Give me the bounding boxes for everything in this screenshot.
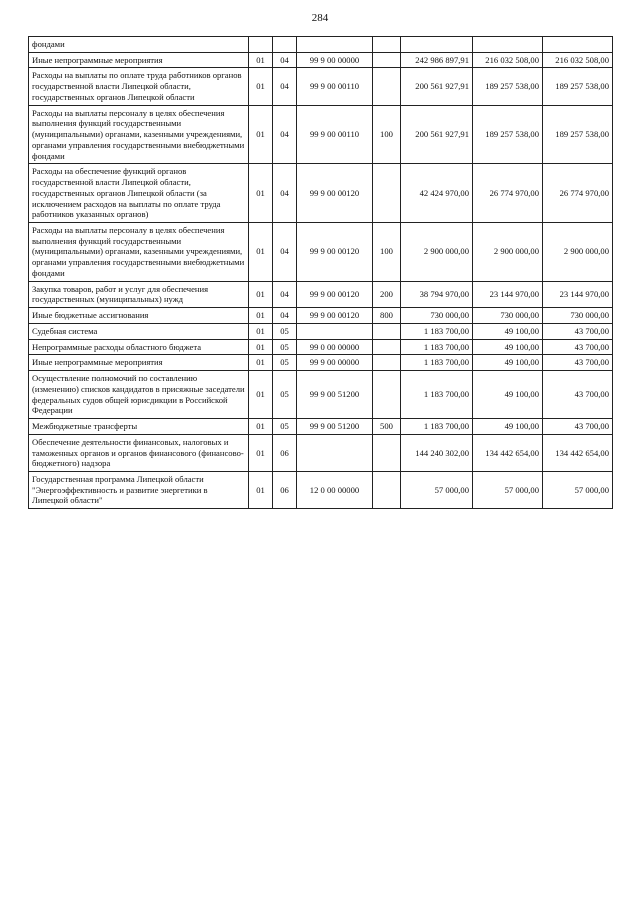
table-row bbox=[29, 323, 613, 339]
amount-year2-cell: 49 100,00 bbox=[473, 339, 543, 355]
amount-year1-cell: 1 183 700,00 bbox=[401, 371, 473, 419]
table-row bbox=[29, 164, 613, 223]
expense-type-cell bbox=[373, 339, 401, 355]
section-code-cell: 01 bbox=[249, 434, 273, 471]
section-code-cell: 01 bbox=[249, 52, 273, 68]
target-article-cell: 99 9 00 00000 bbox=[297, 52, 373, 68]
amount-year1-cell: 1 183 700,00 bbox=[401, 419, 473, 435]
amount-year3-cell: 43 700,00 bbox=[543, 419, 613, 435]
amount-year2-cell: 57 000,00 bbox=[473, 471, 543, 508]
subsection-code-cell: 05 bbox=[273, 419, 297, 435]
amount-year3-cell: 216 032 508,00 bbox=[543, 52, 613, 68]
amount-year3-cell: 43 700,00 bbox=[543, 339, 613, 355]
target-article-cell: 99 9 00 00120 bbox=[297, 281, 373, 307]
target-article-cell: 99 9 00 00000 bbox=[297, 355, 373, 371]
table-row bbox=[29, 355, 613, 371]
amount-year3-cell: 189 257 538,00 bbox=[543, 68, 613, 105]
subsection-code-cell: 05 bbox=[273, 355, 297, 371]
amount-year1-cell: 200 561 927,91 bbox=[401, 68, 473, 105]
amount-year2-cell: 2 900 000,00 bbox=[473, 223, 543, 282]
amount-year1-cell: 200 561 927,91 bbox=[401, 105, 473, 164]
amount-year1-cell: 730 000,00 bbox=[401, 308, 473, 324]
table-row bbox=[29, 308, 613, 324]
table-row bbox=[29, 37, 613, 53]
budget-table-body bbox=[29, 37, 613, 509]
amount-year3-cell: 189 257 538,00 bbox=[543, 105, 613, 164]
amount-year2-cell: 49 100,00 bbox=[473, 323, 543, 339]
table-row bbox=[29, 371, 613, 419]
table-row bbox=[29, 434, 613, 471]
section-code-cell: 01 bbox=[249, 105, 273, 164]
target-article-cell: 99 9 00 00110 bbox=[297, 105, 373, 164]
subsection-code-cell: 05 bbox=[273, 323, 297, 339]
section-code-cell: 01 bbox=[249, 281, 273, 307]
table-row bbox=[29, 223, 613, 282]
section-code-cell: 01 bbox=[249, 339, 273, 355]
amount-year3-cell: 730 000,00 bbox=[543, 308, 613, 324]
subsection-code-cell: 04 bbox=[273, 223, 297, 282]
amount-year2-cell: 49 100,00 bbox=[473, 419, 543, 435]
amount-year1-cell: 2 900 000,00 bbox=[401, 223, 473, 282]
amount-year3-cell bbox=[543, 37, 613, 53]
section-code-cell: 01 bbox=[249, 308, 273, 324]
target-article-cell: 99 9 00 51200 bbox=[297, 419, 373, 435]
table-row bbox=[29, 339, 613, 355]
row-name-cell: Обеспечение деятельности финансовых, налоговых и таможенных органов и органов финансового (финансово-бюджетного) надзора bbox=[29, 434, 249, 471]
amount-year1-cell: 42 424 970,00 bbox=[401, 164, 473, 223]
page-number: 284 bbox=[311, 12, 329, 24]
amount-year3-cell: 43 700,00 bbox=[543, 371, 613, 419]
amount-year3-cell: 43 700,00 bbox=[543, 355, 613, 371]
expense-type-cell bbox=[373, 52, 401, 68]
target-article-cell bbox=[297, 37, 373, 53]
row-name-cell: Осуществление полномочий по составлению (изменению) списков кандидатов в присяжные заседатели федеральных судов общей юрисдикции в Российской Федерации bbox=[29, 371, 249, 419]
subsection-code-cell: 04 bbox=[273, 164, 297, 223]
expense-type-cell bbox=[373, 355, 401, 371]
target-article-cell bbox=[297, 434, 373, 471]
section-code-cell: 01 bbox=[249, 419, 273, 435]
budget-table-wrapper bbox=[28, 36, 612, 509]
expense-type-cell: 100 bbox=[373, 223, 401, 282]
row-name-cell: Иные непрограммные мероприятия bbox=[29, 355, 249, 371]
target-article-cell bbox=[297, 323, 373, 339]
amount-year3-cell: 134 442 654,00 bbox=[543, 434, 613, 471]
target-article-cell: 99 9 00 00120 bbox=[297, 223, 373, 282]
amount-year3-cell: 2 900 000,00 bbox=[543, 223, 613, 282]
subsection-code-cell: 06 bbox=[273, 434, 297, 471]
subsection-code-cell: 04 bbox=[273, 68, 297, 105]
target-article-cell: 99 9 00 00120 bbox=[297, 308, 373, 324]
row-name-cell: Государственная программа Липецкой области "Энергоэффективность и развитие энергетики в Липецкой области" bbox=[29, 471, 249, 508]
expense-type-cell: 800 bbox=[373, 308, 401, 324]
expense-type-cell bbox=[373, 471, 401, 508]
section-code-cell: 01 bbox=[249, 68, 273, 105]
subsection-code-cell: 05 bbox=[273, 339, 297, 355]
amount-year1-cell: 1 183 700,00 bbox=[401, 355, 473, 371]
amount-year3-cell: 23 144 970,00 bbox=[543, 281, 613, 307]
expense-type-cell bbox=[373, 371, 401, 419]
amount-year2-cell: 216 032 508,00 bbox=[473, 52, 543, 68]
amount-year2-cell: 49 100,00 bbox=[473, 371, 543, 419]
row-name-cell: Иные непрограммные мероприятия bbox=[29, 52, 249, 68]
subsection-code-cell: 04 bbox=[273, 308, 297, 324]
target-article-cell: 99 9 00 51200 bbox=[297, 371, 373, 419]
row-name-cell: Расходы на обеспечение функций органов государственной власти Липецкой области, государственных органов Липецкой области (за исключением расходов на выплаты по оплате труда работников указанных органов) bbox=[29, 164, 249, 223]
target-article-cell: 99 0 00 00000 bbox=[297, 339, 373, 355]
table-row bbox=[29, 281, 613, 307]
amount-year1-cell: 144 240 302,00 bbox=[401, 434, 473, 471]
amount-year1-cell: 242 986 897,91 bbox=[401, 52, 473, 68]
section-code-cell: 01 bbox=[249, 164, 273, 223]
table-row bbox=[29, 68, 613, 105]
amount-year1-cell: 57 000,00 bbox=[401, 471, 473, 508]
section-code-cell: 01 bbox=[249, 323, 273, 339]
section-code-cell: 01 bbox=[249, 355, 273, 371]
expense-type-cell bbox=[373, 434, 401, 471]
amount-year1-cell: 1 183 700,00 bbox=[401, 323, 473, 339]
expense-type-cell: 500 bbox=[373, 419, 401, 435]
row-name-cell: Межбюджетные трансферты bbox=[29, 419, 249, 435]
amount-year3-cell: 26 774 970,00 bbox=[543, 164, 613, 223]
amount-year3-cell: 57 000,00 bbox=[543, 471, 613, 508]
subsection-code-cell: 04 bbox=[273, 52, 297, 68]
target-article-cell: 99 9 00 00110 bbox=[297, 68, 373, 105]
subsection-code-cell: 06 bbox=[273, 471, 297, 508]
amount-year3-cell: 43 700,00 bbox=[543, 323, 613, 339]
amount-year1-cell: 38 794 970,00 bbox=[401, 281, 473, 307]
amount-year2-cell: 730 000,00 bbox=[473, 308, 543, 324]
amount-year2-cell: 26 774 970,00 bbox=[473, 164, 543, 223]
row-name-cell: Иные бюджетные ассигнования bbox=[29, 308, 249, 324]
row-name-cell: Расходы на выплаты персоналу в целях обеспечения выполнения функций государственными (муниципальными) органами, казенными учреждениями, органами управления государственными внебюджетными фондами bbox=[29, 223, 249, 282]
expense-type-cell: 100 bbox=[373, 105, 401, 164]
target-article-cell: 99 9 00 00120 bbox=[297, 164, 373, 223]
table-row bbox=[29, 419, 613, 435]
amount-year2-cell: 134 442 654,00 bbox=[473, 434, 543, 471]
row-name-cell: Закупка товаров, работ и услуг для обеспечения государственных (муниципальных) нужд bbox=[29, 281, 249, 307]
expense-type-cell bbox=[373, 37, 401, 53]
expense-type-cell bbox=[373, 68, 401, 105]
row-name-cell: фондами bbox=[29, 37, 249, 53]
expense-type-cell bbox=[373, 323, 401, 339]
amount-year2-cell bbox=[473, 37, 543, 53]
section-code-cell: 01 bbox=[249, 223, 273, 282]
expense-type-cell bbox=[373, 164, 401, 223]
amount-year1-cell bbox=[401, 37, 473, 53]
budget-table bbox=[28, 36, 613, 509]
subsection-code-cell: 05 bbox=[273, 371, 297, 419]
section-code-cell bbox=[249, 37, 273, 53]
amount-year2-cell: 49 100,00 bbox=[473, 355, 543, 371]
row-name-cell: Судебная система bbox=[29, 323, 249, 339]
amount-year1-cell: 1 183 700,00 bbox=[401, 339, 473, 355]
amount-year2-cell: 189 257 538,00 bbox=[473, 68, 543, 105]
row-name-cell: Расходы на выплаты персоналу в целях обеспечения выполнения функций государственными (муниципальными) органами, казенными учреждениями, органами управления государственными внебюджетными фондами bbox=[29, 105, 249, 164]
subsection-code-cell bbox=[273, 37, 297, 53]
amount-year2-cell: 189 257 538,00 bbox=[473, 105, 543, 164]
table-row bbox=[29, 105, 613, 164]
table-row bbox=[29, 52, 613, 68]
subsection-code-cell: 04 bbox=[273, 105, 297, 164]
target-article-cell: 12 0 00 00000 bbox=[297, 471, 373, 508]
table-row bbox=[29, 471, 613, 508]
amount-year2-cell: 23 144 970,00 bbox=[473, 281, 543, 307]
expense-type-cell: 200 bbox=[373, 281, 401, 307]
row-name-cell: Расходы на выплаты по оплате труда работников органов государственной власти Липецкой области, государственных органов Липецкой области bbox=[29, 68, 249, 105]
section-code-cell: 01 bbox=[249, 471, 273, 508]
row-name-cell: Непрограммные расходы областного бюджета bbox=[29, 339, 249, 355]
section-code-cell: 01 bbox=[249, 371, 273, 419]
subsection-code-cell: 04 bbox=[273, 281, 297, 307]
